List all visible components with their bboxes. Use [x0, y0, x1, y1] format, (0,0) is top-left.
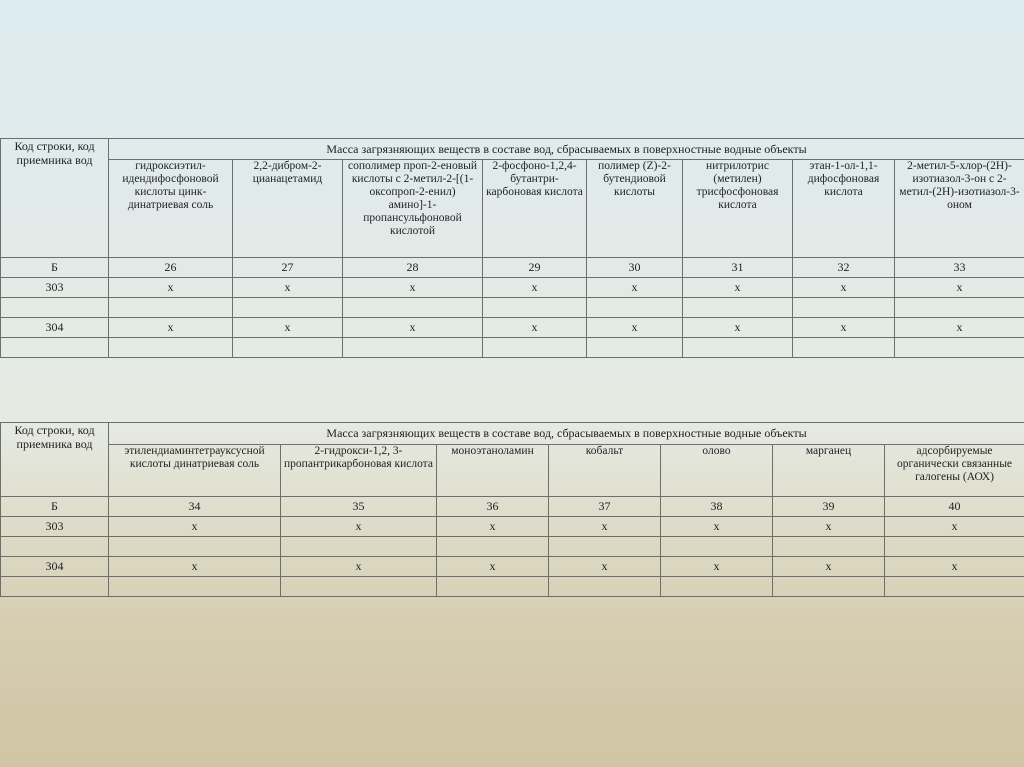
column-number: 29	[483, 258, 587, 278]
column-header: этан-1-ол-1,1-дифосфоновая кислота	[793, 160, 895, 258]
code-column-header: Код строки, код приемника вод	[1, 423, 109, 497]
row-code	[1, 298, 109, 318]
table-cell: х	[109, 557, 281, 577]
table-cell	[661, 537, 773, 557]
column-number: 26	[109, 258, 233, 278]
column-number: 38	[661, 497, 773, 517]
table-cell: х	[587, 278, 683, 298]
table-cell: х	[483, 278, 587, 298]
column-number: 30	[587, 258, 683, 278]
table-cell: х	[793, 318, 895, 338]
table-cell: х	[885, 517, 1024, 537]
column-header: 2-метил-5-хлор-(2Н)-изотиазол-3-он с 2-метил-(2Н)-изотиазол-3-оном	[895, 160, 1024, 258]
table-cell: х	[109, 318, 233, 338]
table-cell: х	[437, 517, 549, 537]
table-cell: х	[343, 278, 483, 298]
table-row	[1, 338, 1024, 358]
row-code: 304	[1, 318, 109, 338]
column-header: 2-гидрокси-1,2, 3-пропантрикарбоновая кислота	[281, 445, 437, 497]
table-cell	[549, 577, 661, 597]
table-cell	[793, 338, 895, 358]
column-header: полимер (Z)-2-бутендиовой кислоты	[587, 160, 683, 258]
table-cell: х	[895, 278, 1024, 298]
table-cell: х	[661, 517, 773, 537]
table-cell: х	[343, 318, 483, 338]
column-header: сополимер проп-2-еновый кислоты с 2-метил-2-[(1-оксопроп-2-енил) амино]-1-пропансульфоновой кислотой	[343, 160, 483, 258]
column-header: кобальт	[549, 445, 661, 497]
table-cell	[885, 577, 1024, 597]
table-cell	[109, 298, 233, 318]
table-cell: х	[661, 557, 773, 577]
table-cell	[109, 577, 281, 597]
table-cell: х	[549, 557, 661, 577]
table-cell	[483, 298, 587, 318]
table-row	[1, 537, 1024, 557]
column-header: марганец	[773, 445, 885, 497]
table-cell: х	[233, 278, 343, 298]
column-header: этилендиаминтетрауксусной кислоты динатриевая соль	[109, 445, 281, 497]
column-number-row	[1, 258, 1024, 278]
row-code	[1, 577, 109, 597]
table-cell	[885, 537, 1024, 557]
table-cell	[895, 338, 1024, 358]
table-cell: х	[773, 557, 885, 577]
column-number: 36	[437, 497, 549, 517]
table-cell	[793, 298, 895, 318]
table-cell	[109, 537, 281, 557]
table-cell	[343, 298, 483, 318]
column-number: 40	[885, 497, 1024, 517]
table-cell	[773, 537, 885, 557]
table-cell: х	[895, 318, 1024, 338]
table-cell: х	[773, 517, 885, 537]
table-cell	[343, 338, 483, 358]
row-code: 303	[1, 278, 109, 298]
table-cell	[109, 338, 233, 358]
table-cell: х	[281, 517, 437, 537]
column-number: 32	[793, 258, 895, 278]
column-header: олово	[661, 445, 773, 497]
table-cell	[895, 298, 1024, 318]
table-cell	[437, 537, 549, 557]
table-cell	[233, 298, 343, 318]
column-number: 33	[895, 258, 1024, 278]
table-row	[1, 298, 1024, 318]
column-number: 27	[233, 258, 343, 278]
table-cell	[587, 298, 683, 318]
table-row	[1, 577, 1024, 597]
table-cell	[683, 298, 793, 318]
table-cell: х	[109, 278, 233, 298]
row-code: 304	[1, 557, 109, 577]
table-cell	[483, 338, 587, 358]
table-cell	[281, 537, 437, 557]
table-cell: х	[587, 318, 683, 338]
emissions-table-2	[0, 422, 1024, 597]
table-cell	[549, 537, 661, 557]
column-header: гидроксиэтил-идендифосфоновой кислоты цинк-динатриевая соль	[109, 160, 233, 258]
table-row	[1, 557, 1024, 577]
table-cell: х	[437, 557, 549, 577]
code-column-header: Код строки, код приемника вод	[1, 139, 109, 258]
column-number: 35	[281, 497, 437, 517]
row-code	[1, 338, 109, 358]
row-code: Б	[1, 258, 109, 278]
table-row	[1, 278, 1024, 298]
table-cell	[773, 577, 885, 597]
table-cell	[587, 338, 683, 358]
table-cell	[661, 577, 773, 597]
column-number: 31	[683, 258, 793, 278]
table-cell: х	[281, 557, 437, 577]
table-cell: х	[885, 557, 1024, 577]
table-caption: Масса загрязняющих веществ в составе вод, сбрасываемых в поверхностные водные объекты	[109, 423, 1024, 445]
column-header: адсорбируемые органически связанные галогены (АОХ)	[885, 445, 1024, 497]
column-header: моноэтаноламин	[437, 445, 549, 497]
column-number: 37	[549, 497, 661, 517]
table-row	[1, 318, 1024, 338]
table-cell: х	[683, 278, 793, 298]
table-cell: х	[549, 517, 661, 537]
table-cell	[437, 577, 549, 597]
column-number-row	[1, 497, 1024, 517]
table-cell: х	[233, 318, 343, 338]
row-code	[1, 537, 109, 557]
column-number: 39	[773, 497, 885, 517]
table-cell: х	[683, 318, 793, 338]
table-cell	[233, 338, 343, 358]
table-cell: х	[793, 278, 895, 298]
column-header: 2-фосфоно-1,2,4-бутантри-карбоновая кислота	[483, 160, 587, 258]
column-header: 2,2-дибром-2-цианацетамид	[233, 160, 343, 258]
table-cell: х	[483, 318, 587, 338]
row-code: 303	[1, 517, 109, 537]
emissions-table-1	[0, 138, 1024, 358]
table-cell	[683, 338, 793, 358]
table-caption: Масса загрязняющих веществ в составе вод, сбрасываемых в поверхностные водные объекты	[109, 139, 1024, 160]
row-code: Б	[1, 497, 109, 517]
column-header: нитрилотрис (метилен) трисфосфоновая кислота	[683, 160, 793, 258]
column-number: 34	[109, 497, 281, 517]
table-cell	[281, 577, 437, 597]
table-cell: х	[109, 517, 281, 537]
column-number: 28	[343, 258, 483, 278]
table-row	[1, 517, 1024, 537]
